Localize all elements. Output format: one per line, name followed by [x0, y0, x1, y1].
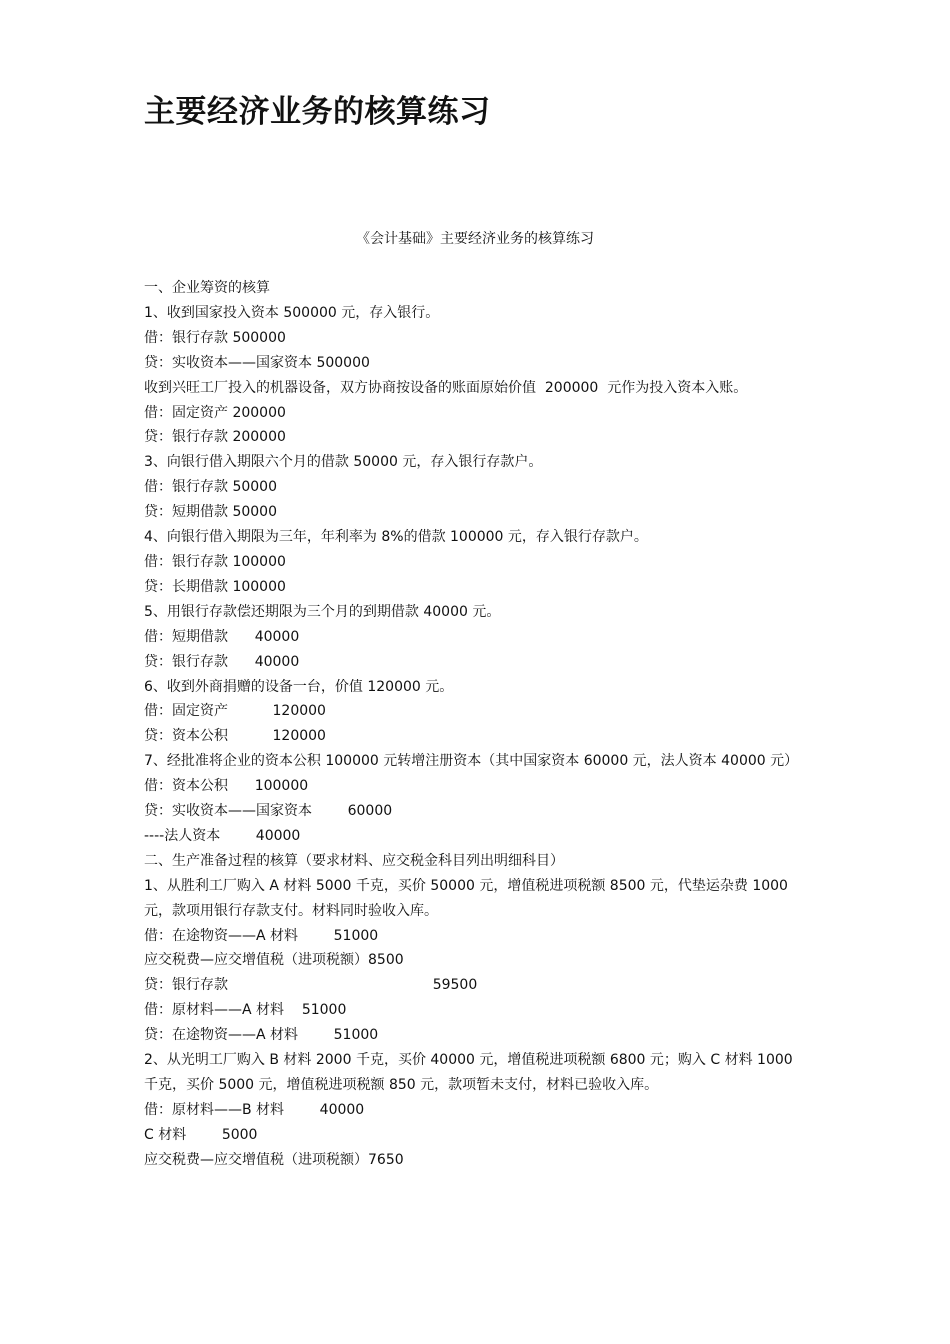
- text-line: 贷：银行存款 40000: [144, 653, 300, 670]
- text-line: 借：在途物资——A 材料 51000: [144, 927, 379, 944]
- text-line: 借：固定资产 120000: [144, 703, 326, 720]
- text-line: 贷：银行存款 200000: [144, 429, 286, 446]
- text-line: 贷：实收资本——国家资本 60000: [144, 803, 393, 820]
- text-line: 贷：实收资本——国家资本 500000: [144, 354, 370, 371]
- text-line: 借：固定资产 200000: [144, 404, 286, 421]
- text-line: 贷：资本公积 120000: [144, 728, 326, 745]
- text-line: 贷：短期借款 50000: [144, 504, 277, 521]
- text-line: 5、用银行存款偿还期限为三个月的到期借款 40000 元。: [144, 603, 501, 620]
- text-line: 借：银行存款 100000: [144, 553, 286, 570]
- text-line: ----法人资本 40000: [144, 827, 301, 844]
- text-line: 1、从胜利工厂购入 A 材料 5000 千克，买价 50000 元，增值税进项税额 8500 元，代垫运杂费 1000 元，款项用银行存款支付。材料同时验收入库。: [144, 877, 788, 919]
- text-line: 应交税费—应交增值税（进项税额）8500: [144, 952, 404, 969]
- text-line: 1、收到国家投入资本 500000 元，存入银行。: [144, 304, 440, 321]
- text-line: 收到兴旺工厂投入的机器设备，双方协商按设备的账面原始价值 200000 元作为投入资本入账。: [144, 379, 748, 396]
- text-line: 贷：在途物资——A 材料 51000: [144, 1027, 379, 1044]
- document-subtitle: 《会计基础》主要经济业务的核算练习: [356, 231, 594, 247]
- text-line: 借：原材料——A 材料 51000: [144, 1002, 347, 1019]
- text-line: 3、向银行借入期限六个月的借款 50000 元，存入银行存款户。: [144, 454, 543, 471]
- text-line: 6、收到外商捐赠的设备一台，价值 120000 元。: [144, 678, 454, 695]
- text-line: 借：银行存款 50000: [144, 479, 277, 496]
- text-line: 二、生产准备过程的核算（要求材料、应交税金科目列出明细科目）: [144, 852, 564, 869]
- document-body: [144, 276, 808, 1173]
- text-line: 2、从光明工厂购入 B 材料 2000 千克，买价 40000 元，增值税进项税额 6800 元；购入 C 材料 1000 千克，买价 5000 元，增值税进项税额 850 元，款项暂未支付，材料已验收入库。: [144, 1052, 793, 1093]
- text-line: C 材料 5000: [144, 1126, 258, 1143]
- document-title: 主要经济业务的核算练习: [144, 94, 491, 130]
- text-line: 借：短期借款 40000: [144, 628, 300, 645]
- text-line: 贷：长期借款 100000: [144, 578, 286, 595]
- text-line: 应交税费—应交增值税（进项税额）7650: [144, 1151, 404, 1168]
- text-line: 7、经批准将企业的资本公积 100000 元转增注册资本（其中国家资本 60000 元，法人资本 40000 元）: [144, 753, 799, 770]
- text-line: 借：银行存款 500000: [144, 329, 286, 346]
- text-line: 贷：银行存款 59500: [144, 977, 478, 994]
- text-line: 借：资本公积 100000: [144, 778, 309, 795]
- text-line: 一、企业筹资的核算: [144, 280, 270, 296]
- text-line: 4、向银行借入期限为三年，年利率为 8%的借款 100000 元，存入银行存款户。: [144, 529, 648, 546]
- text-line: 借：原材料——B 材料 40000: [144, 1101, 365, 1118]
